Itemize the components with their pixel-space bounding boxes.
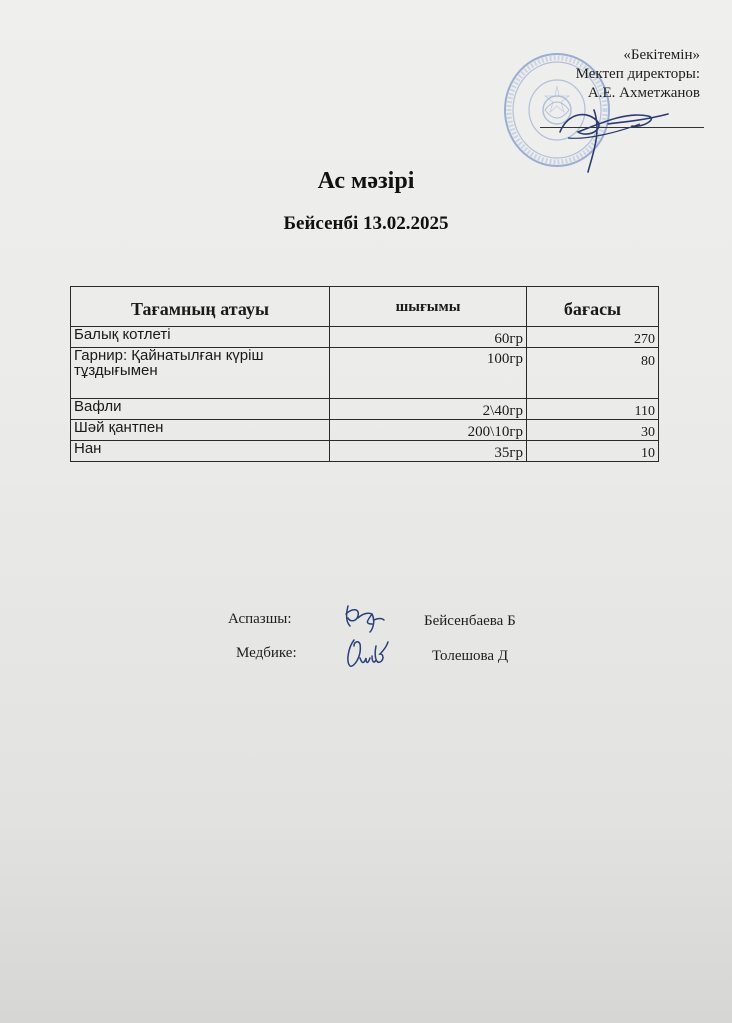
page-title: Ас мәзірі xyxy=(317,168,415,194)
header-price: бағасы xyxy=(527,287,659,327)
dish-price: 110 xyxy=(527,399,659,420)
table-header-row xyxy=(71,287,659,327)
table-row xyxy=(71,441,659,462)
nurse-signature-icon xyxy=(342,636,394,674)
approval-heading: «Бекітемін» xyxy=(623,47,700,63)
cook-name: Бейсенбаева Б xyxy=(424,613,516,629)
nurse-name: Толешова Д xyxy=(432,648,509,664)
dish-yield: 2\40гр xyxy=(330,399,527,420)
menu-table xyxy=(70,286,659,462)
dish-name: Балық котлеті xyxy=(71,327,330,348)
dish-name: Гарнир: Қайнатылған күріш тұздығымен xyxy=(71,348,330,399)
table-row xyxy=(71,399,659,420)
page-subtitle-date: Бейсенбі 13.02.2025 xyxy=(283,213,449,234)
header-yield: шығымы xyxy=(330,287,527,327)
approval-director-name: А.Е. Ахметжанов xyxy=(587,85,700,101)
dish-price: 10 xyxy=(527,441,659,462)
dish-yield: 35гр xyxy=(330,441,527,462)
header-dish-name: Тағамның атауы xyxy=(71,287,330,327)
dish-yield: 200\10гр xyxy=(330,420,527,441)
dish-price: 80 xyxy=(527,348,659,399)
dish-name: Нан xyxy=(71,441,330,462)
cook-signature-icon xyxy=(342,600,386,634)
table-row xyxy=(71,348,659,399)
cook-role-label: Аспазшы: xyxy=(228,611,292,627)
table-row xyxy=(71,420,659,441)
dish-yield: 60гр xyxy=(330,327,527,348)
dish-name: Вафли xyxy=(71,399,330,420)
dish-price: 30 xyxy=(527,420,659,441)
nurse-role-label: Медбике: xyxy=(236,645,297,661)
table-row xyxy=(71,327,659,348)
dish-price: 270 xyxy=(527,327,659,348)
approval-position: Мектеп директоры: xyxy=(575,66,700,82)
dish-yield: 100гр xyxy=(330,348,527,399)
dish-name: Шәй қантпен xyxy=(71,420,330,441)
director-signature-icon xyxy=(548,92,678,176)
